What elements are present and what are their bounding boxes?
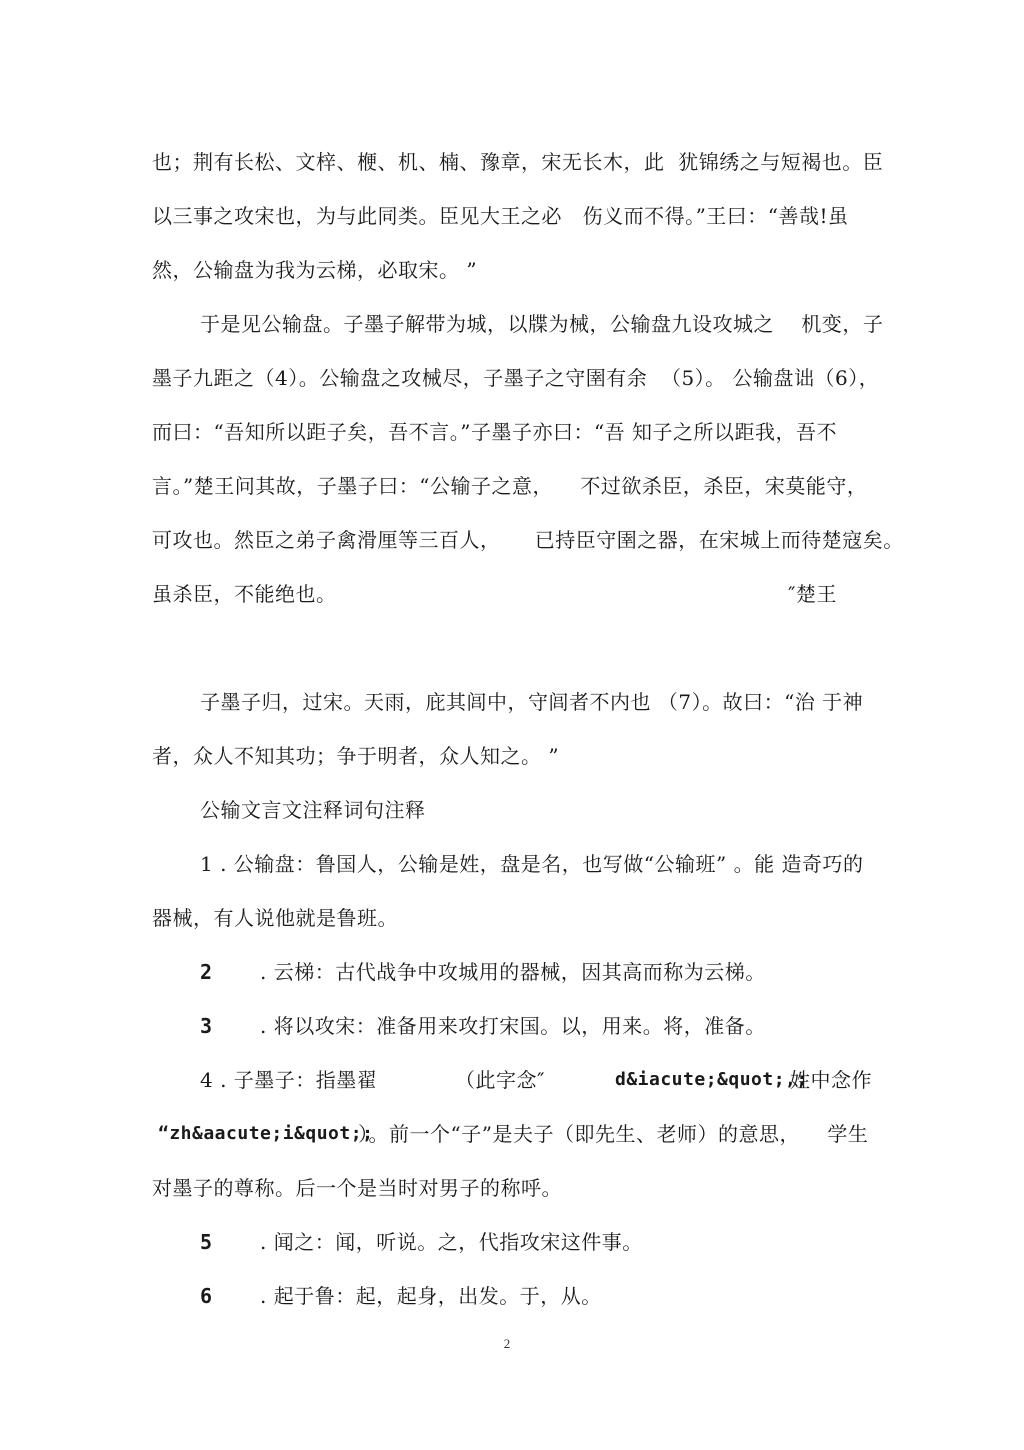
note-number: 6 [200, 1284, 213, 1308]
paragraph-line: 也；荆有长松、文梓、楩、机、楠、豫章，宋无长木，此 犹锦绣之与短褐也。臣 [152, 150, 884, 174]
note-line: . 闻之：闻，听说。之，代指攻宋这件事。 [260, 1230, 643, 1254]
paragraph-line: 言。”楚王问其故，子墨子曰：“公输子之意， 不过欲杀臣，杀臣，宋莫能守， [152, 474, 868, 498]
paragraph-line: 以三事之攻宋也，为与此同类。臣见大王之必 伤义而不得。”王曰：“善哉!虽 [152, 204, 849, 228]
paragraph-line: 可攻也。然臣之弟子禽滑厘等三百人， 已持臣守圉之器，在宋城上而待楚寇矣。 [152, 528, 904, 552]
paragraph-line: 虽杀臣，不能绝也。 [152, 582, 337, 606]
note-line: 1 . 公输盘：鲁国人，公输是姓，盘是名，也写做“公输班” 。能 造奇巧的 [200, 852, 864, 876]
paragraph-line: 于是见公输盘。子墨子解带为城，以牒为械，公输盘九设攻城之 机变，子 [200, 312, 884, 336]
note-line: ）。前一个“子”是夫子（即先生、老师）的意思， 学生 [358, 1122, 869, 1146]
note-line: . 起于鲁：起，起身，出发。于，从。 [260, 1284, 602, 1308]
page-number: 2 [503, 1336, 511, 1351]
paragraph-line: 墨子九距之（4）。公输盘之攻械尽，子墨子之守圉有余 （5）。 公输盘诎（6）， [152, 366, 880, 390]
note-code: “zh&aacute;i&quot;; [158, 1123, 374, 1144]
section-title: 公输文言文注释词句注释 [200, 798, 426, 822]
note-line: 对墨子的尊称。后一个是当时对男子的称呼。 [152, 1176, 562, 1200]
note-number: 5 [200, 1230, 213, 1254]
paragraph-line: 然，公输盘为我为云梯，必取宋。 ” [152, 258, 478, 282]
paragraph-line: ″楚王 [788, 582, 837, 606]
note-line: 器械，有人说他就是鲁班。 [152, 906, 398, 930]
note-number: 2 [200, 960, 213, 984]
note-number: 3 [200, 1014, 213, 1038]
paragraph-line: 而曰：“吾知所以距子矣，吾不言。”子墨子亦曰：“吾 知子之所以距我，吾不 [152, 420, 838, 444]
paragraph-line: 子墨子归，过宋。天雨，庇其闾中，守闾者不内也 （7）。故曰：“治 于神 [200, 690, 864, 714]
note-line: 4 . 子墨子：指墨翟 [200, 1068, 378, 1092]
note-line: . 将以攻宋：准备用来攻打宋国。以，用来。将，准备。 [260, 1014, 766, 1038]
note-line: 姓中念作 [790, 1068, 872, 1092]
note-line: （此字念″ [455, 1068, 545, 1092]
note-code: d&iacute;&quot;,; [615, 1069, 808, 1090]
note-line: . 云梯：古代战争中攻城用的器械，因其高而称为云梯。 [260, 960, 766, 984]
paragraph-line: 者，众人不知其功；争于明者，众人知之。 ” [152, 744, 560, 768]
